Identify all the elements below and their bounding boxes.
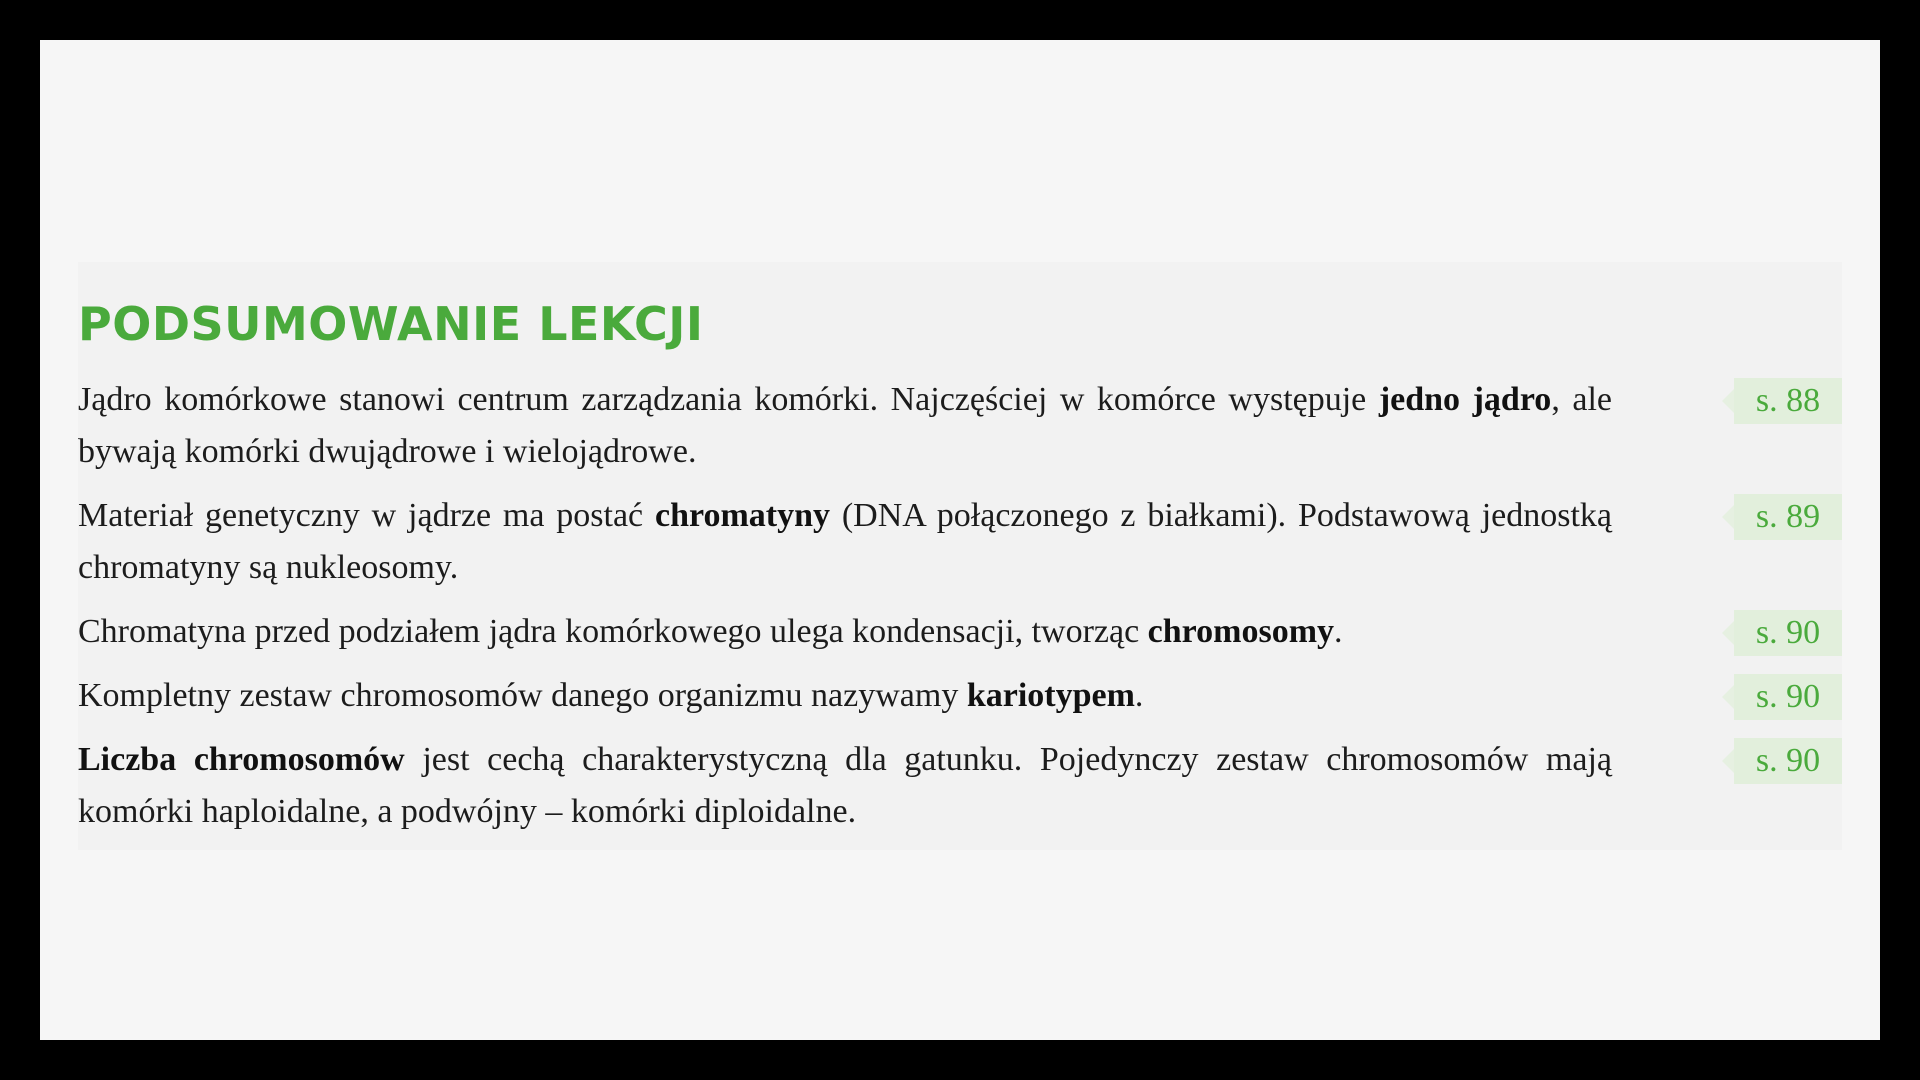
text-segment: . bbox=[1334, 613, 1343, 650]
page-reference-tag[interactable]: s. 88 bbox=[1734, 378, 1842, 424]
summary-item bbox=[78, 606, 1842, 658]
summary-item-text bbox=[78, 606, 1612, 658]
key-term: chromatyny bbox=[654, 497, 831, 534]
key-term: Liczba chromosomów bbox=[78, 741, 405, 778]
summary-item bbox=[78, 734, 1842, 838]
text-segment: Kompletny zestaw chromosomów danego organizmu nazywamy bbox=[78, 677, 967, 714]
page-reference-tag[interactable]: s. 90 bbox=[1734, 610, 1842, 656]
summary-item bbox=[78, 490, 1842, 594]
text-segment: . bbox=[1134, 677, 1144, 714]
summary-item-text bbox=[78, 670, 1612, 722]
page-reference-tag[interactable]: s. 89 bbox=[1734, 494, 1842, 540]
key-term: chromosomy bbox=[1147, 613, 1335, 650]
summary-item-text bbox=[78, 734, 1612, 838]
key-term: kariotypem bbox=[966, 677, 1135, 714]
text-segment: Jądro komórkowe stanowi centrum zarządzania komórki. Najczęściej w komórce występuje bbox=[78, 381, 1379, 418]
page-reference-tag[interactable]: s. 90 bbox=[1734, 738, 1842, 784]
summary-item bbox=[78, 670, 1842, 722]
text-segment: jest cechą charakterystyczną dla gatunku. Pojedynczy zestaw chromosomów mają komórki haploidalne, a podwójny – komórki diploidalne. bbox=[78, 741, 1613, 830]
summary-title: PODSUMOWANIE LEKCJI bbox=[78, 297, 704, 351]
text-segment: Materiał genetyczny w jądrze ma postać bbox=[78, 497, 655, 534]
slide-frame bbox=[40, 40, 1880, 1040]
text-segment: Chromatyna przed podziałem jądra komórkowego ulega kondensacji, tworząc bbox=[78, 613, 1148, 650]
text-segment: (DNA połączonego z białkami). Podstawową jednostką chromatyny są nukleosomy. bbox=[78, 497, 1613, 586]
summary-item-text bbox=[78, 490, 1612, 594]
summary-item-text bbox=[78, 374, 1612, 478]
summary-list bbox=[78, 374, 1842, 838]
lesson-summary-panel bbox=[78, 262, 1842, 850]
text-segment: , ale bywają komórki dwujądrowe i wielojądrowe. bbox=[78, 381, 1612, 470]
page-reference-tag[interactable]: s. 90 bbox=[1734, 674, 1842, 720]
key-term: jedno jądro bbox=[1378, 381, 1552, 418]
summary-item bbox=[78, 374, 1842, 478]
